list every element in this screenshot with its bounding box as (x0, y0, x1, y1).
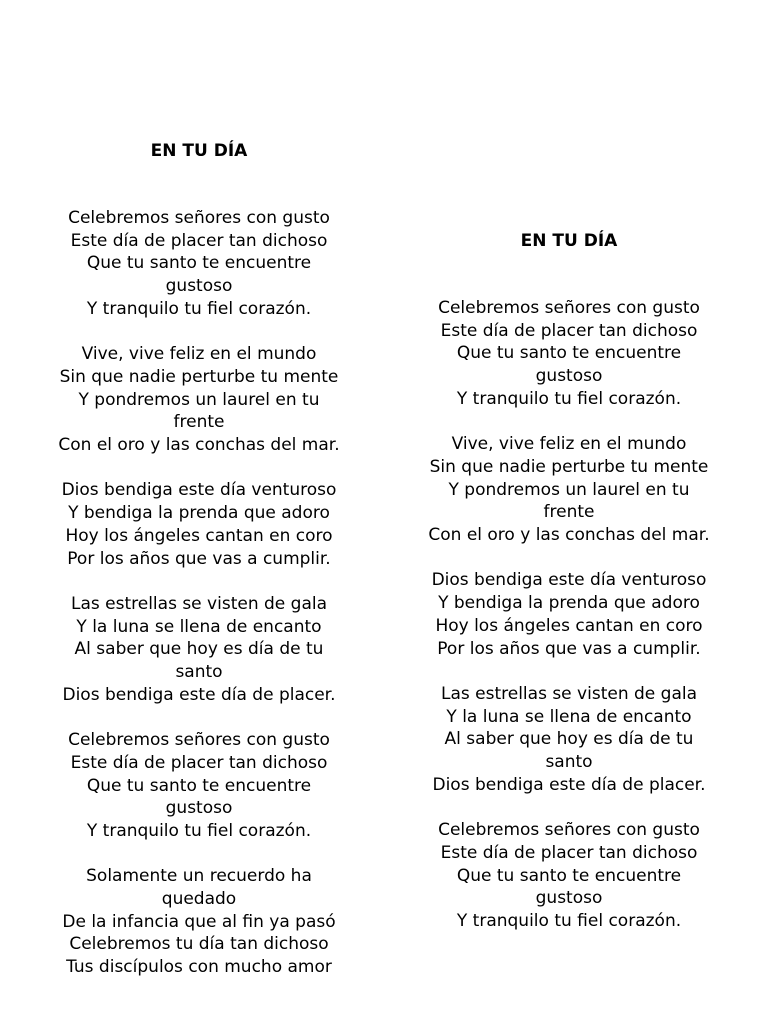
stanza (29, 593, 369, 707)
lyric-line: santo (175, 662, 223, 683)
lyric-line: Que tu santo te encuentre (456, 865, 682, 886)
lyric-line: De la infancia que al fin ya pasó (62, 911, 336, 932)
lyric-line: gustoso (165, 798, 233, 819)
lyric-line: Sin que nadie perturbe tu mente (59, 366, 339, 387)
lyric-line: Que tu santo te encuentre (86, 775, 312, 796)
lyric-line: Y tranquilo tu fiel corazón. (86, 298, 312, 319)
lyric-line: gustoso (535, 888, 603, 909)
lyric-line: Y pondremos un laurel en tu (448, 479, 690, 500)
lyric-line: Y tranquilo tu fiel corazón. (86, 820, 312, 841)
stanza (29, 207, 369, 321)
song-title: EN TU DÍA (150, 141, 248, 161)
lyric-line: Vive, vive feliz en el mundo (451, 434, 687, 455)
lyric-line: Hoy los ángeles cantan en coro (65, 525, 333, 546)
lyric-line: Por los años que vas a cumplir. (437, 638, 701, 659)
lyric-line: Y la luna se llena de encanto (446, 706, 692, 727)
lyric-line: Y tranquilo tu fiel corazón. (456, 910, 682, 931)
lyric-line: Este día de placer tan dichoso (70, 230, 328, 251)
lyric-line: Y bendiga la prenda que adoro (438, 593, 700, 614)
lyric-line: Solamente un recuerdo ha (86, 866, 312, 887)
lyric-line: Tus discípulos con mucho amor (66, 957, 332, 978)
stanza (399, 569, 739, 660)
stanza (29, 729, 369, 843)
lyric-line: Dios bendiga este día venturoso (431, 570, 707, 591)
lyric-line: santo (545, 752, 593, 773)
stanza-list (399, 297, 739, 933)
lyric-line: Dios bendiga este día de placer. (432, 774, 706, 795)
lyric-line: Celebremos señores con gusto (68, 730, 330, 751)
song-title: EN TU DÍA (520, 231, 618, 251)
lyric-line: Con el oro y las conchas del mar. (58, 435, 340, 456)
lyric-line: Con el oro y las conchas del mar. (428, 525, 710, 546)
lyric-line: Las estrellas se visten de gala (441, 683, 697, 704)
lyric-line: frente (173, 412, 225, 433)
lyrics-column-right (399, 230, 739, 955)
stanza (399, 819, 739, 933)
stanza (399, 683, 739, 797)
lyric-line: Y tranquilo tu fiel corazón. (456, 388, 682, 409)
stanza (29, 343, 369, 457)
lyric-line: Vive, vive feliz en el mundo (81, 344, 317, 365)
lyric-line: Este día de placer tan dichoso (440, 320, 698, 341)
lyric-line: gustoso (535, 366, 603, 387)
lyric-line: gustoso (165, 276, 233, 297)
lyric-line: Al saber que hoy es día de tu (74, 639, 324, 660)
stanza (399, 297, 739, 411)
lyric-line: quedado (161, 889, 237, 910)
lyric-line: Que tu santo te encuentre (456, 343, 682, 364)
lyric-line: Y bendiga la prenda que adoro (68, 503, 330, 524)
lyric-line: Este día de placer tan dichoso (440, 842, 698, 863)
lyric-line: Este día de placer tan dichoso (70, 752, 328, 773)
lyric-line: Al saber que hoy es día de tu (444, 729, 694, 750)
lyric-line: Y pondremos un laurel en tu (78, 389, 320, 410)
lyric-line: Y la luna se llena de encanto (76, 616, 322, 637)
lyric-line: Dios bendiga este día venturoso (61, 480, 337, 501)
lyric-line: frente (543, 502, 595, 523)
lyric-line: Las estrellas se visten de gala (71, 593, 327, 614)
lyric-line: Sin que nadie perturbe tu mente (429, 456, 709, 477)
lyric-line: Que tu santo te encuentre (86, 253, 312, 274)
stanza (29, 479, 369, 570)
lyric-line: Celebremos señores con gusto (438, 820, 700, 841)
lyric-line: Dios bendiga este día de placer. (62, 684, 336, 705)
lyric-line: Celebremos señores con gusto (68, 208, 330, 228)
lyric-line: Por los años que vas a cumplir. (67, 548, 331, 569)
lyric-line: Celebremos tu día tan dichoso (69, 934, 329, 955)
lyric-line: Hoy los ángeles cantan en coro (435, 615, 703, 636)
stanza (399, 433, 739, 547)
lyrics-column-left (29, 140, 369, 1002)
lyric-line: Celebremos señores con gusto (438, 298, 700, 318)
stanza (29, 865, 369, 979)
stanza-list (29, 207, 369, 979)
